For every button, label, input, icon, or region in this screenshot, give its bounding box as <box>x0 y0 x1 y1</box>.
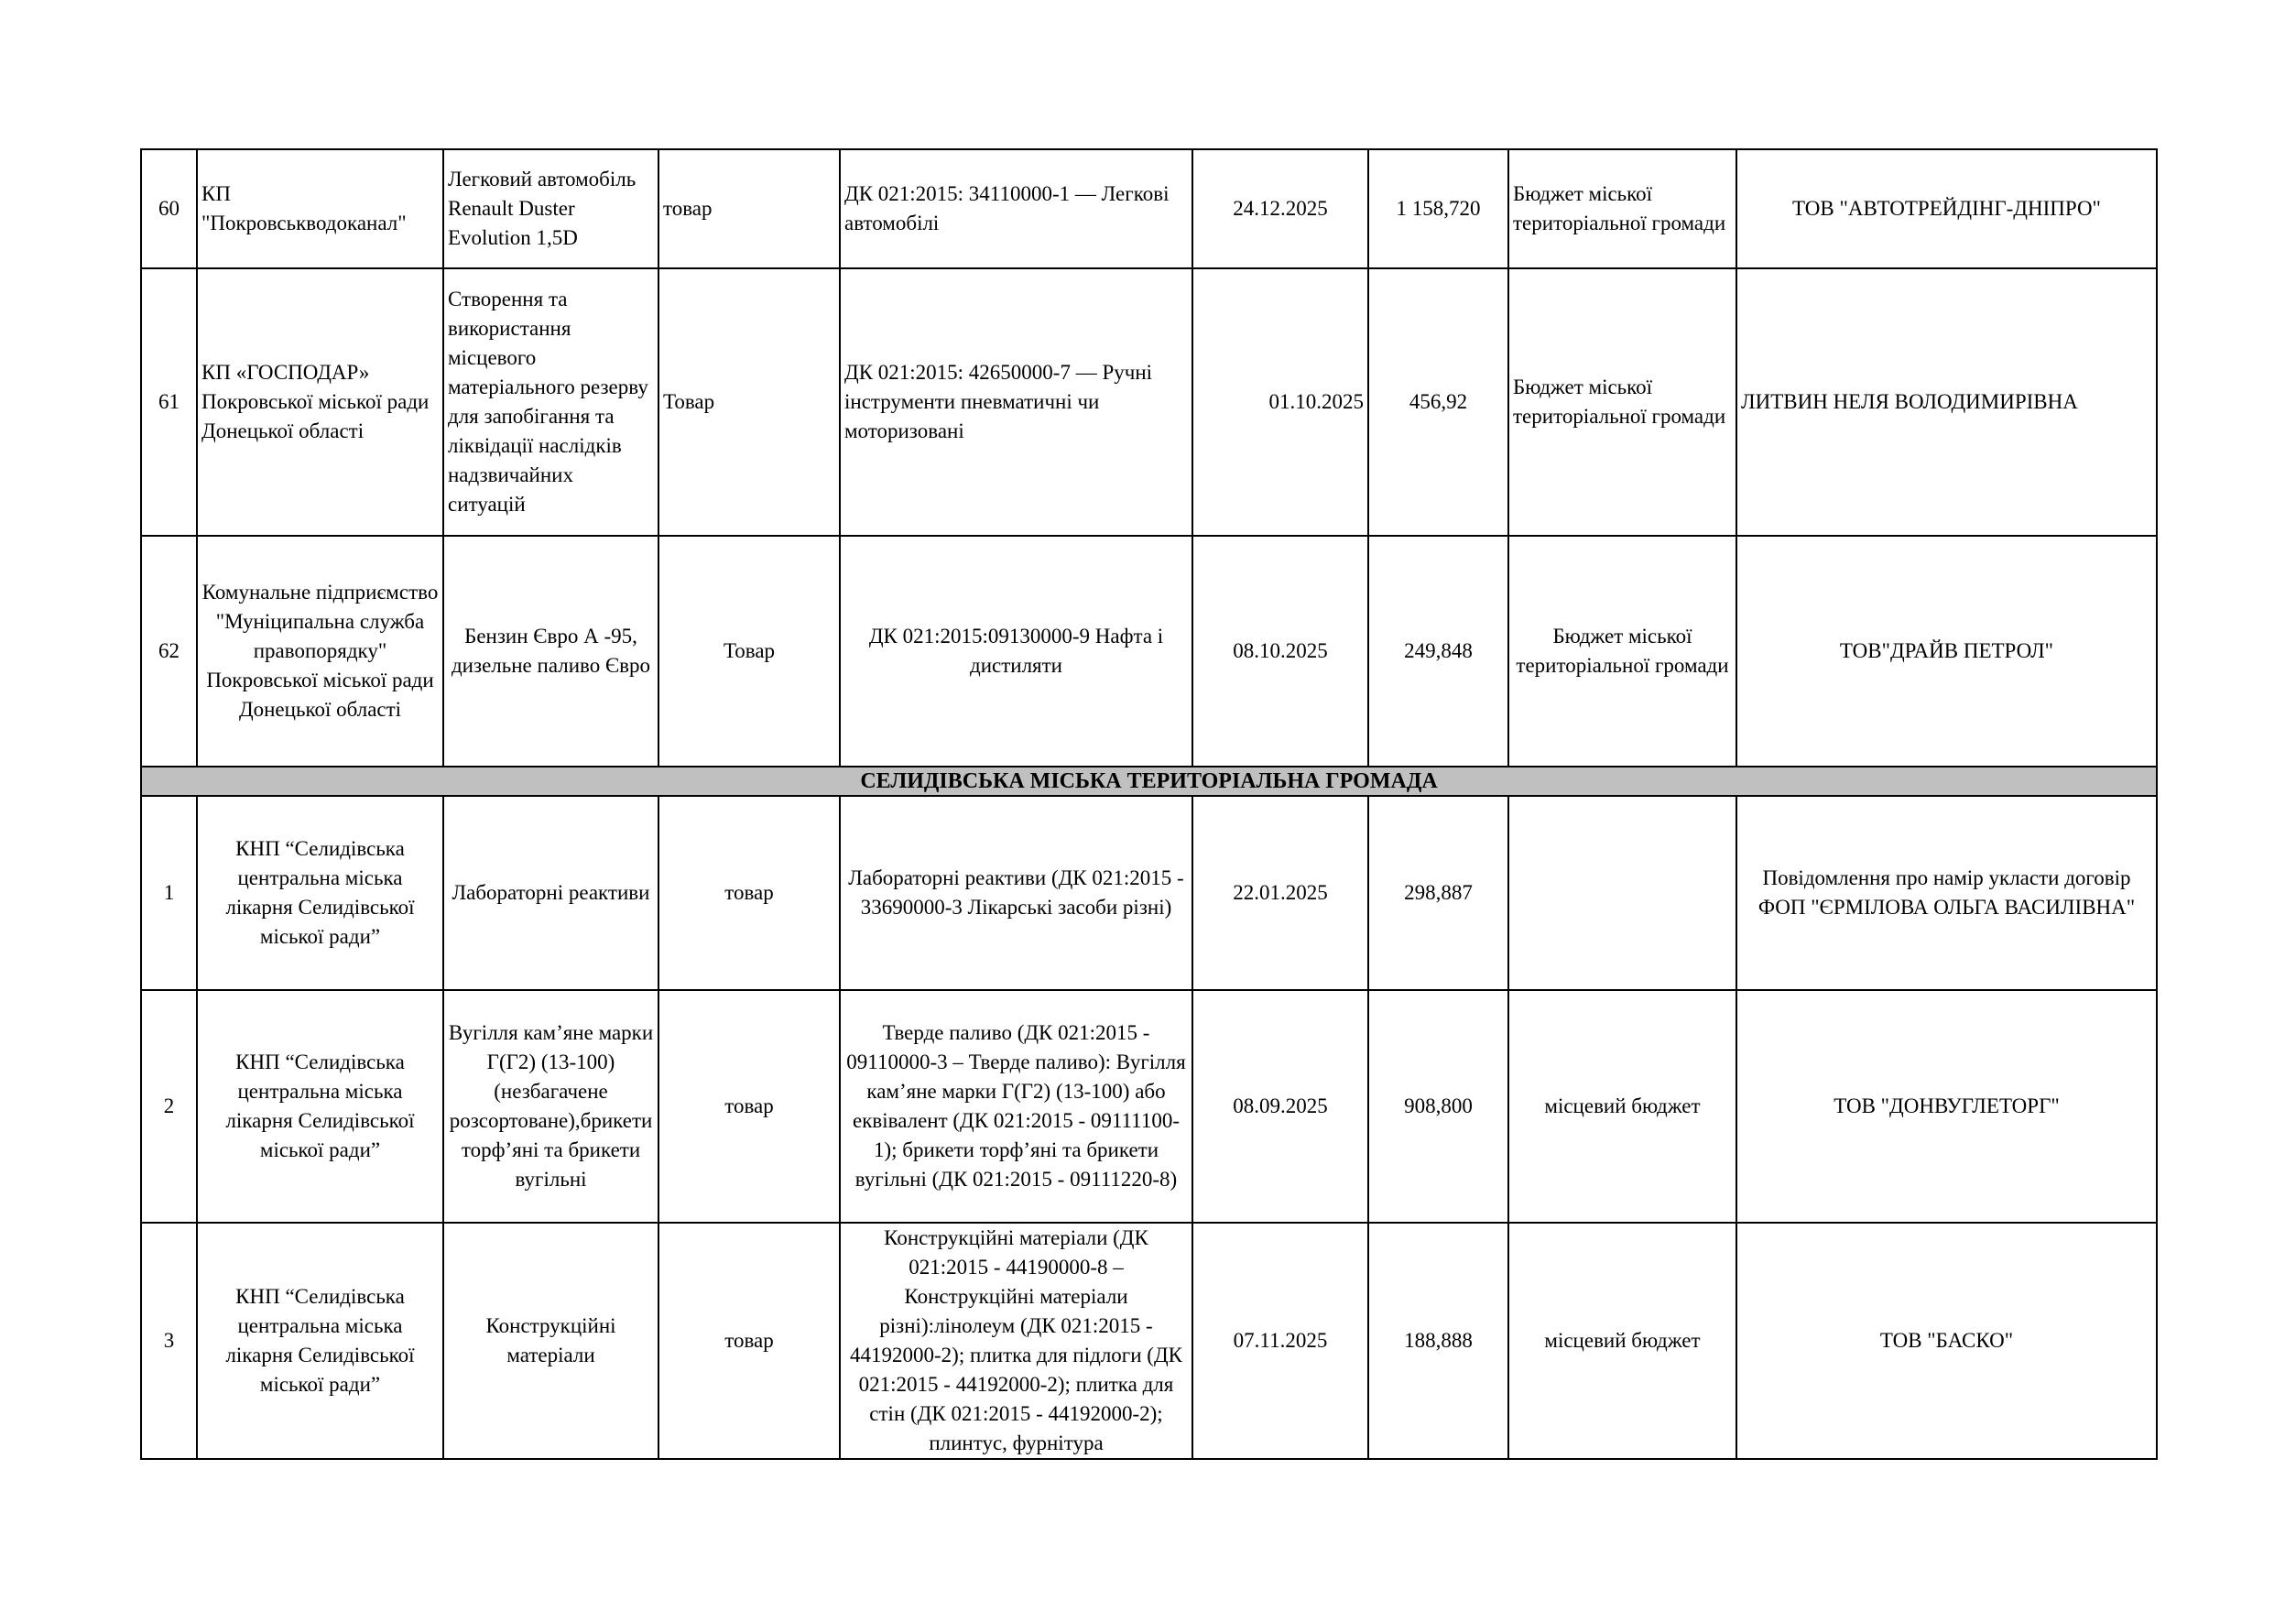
amount-cell: 908,800 <box>1368 990 1508 1223</box>
subject-cell: Конструкційні матеріали <box>443 1223 658 1459</box>
subject-cell: Лабораторні реактиви <box>443 796 658 990</box>
funding-source-cell: Бюджет міської територіальної громади <box>1508 536 1736 767</box>
section-header-row <box>141 767 2157 796</box>
row-number: 61 <box>141 268 197 536</box>
row-number: 3 <box>141 1223 197 1459</box>
table-row <box>141 1223 2157 1459</box>
subject-cell: Вугілля кам’яне марки Г(Г2) (13-100) (незбагачене розсортоване),брикети торф’яні та брикети вугільні <box>443 990 658 1223</box>
table-row <box>141 149 2157 268</box>
customer-cell: КНП “Селидівська центральна міська лікарня Селидівської міської ради” <box>197 796 443 990</box>
date-cell: 07.11.2025 <box>1192 1223 1368 1459</box>
cpv-cell: Тверде паливо (ДК 021:2015 - 09110000-3 – Тверде паливо): Вугілля кам’яне марки Г(Г2) (13-100) або еквівалент (ДК 021:2015 - 09111100-1); брикети торф’яні та брикети вугільні (ДК 021:2015 - 09111220-8) <box>840 990 1192 1223</box>
funding-source-cell: місцевий бюджет <box>1508 990 1736 1223</box>
supplier-cell: ТОВ "АВТОТРЕЙДІНГ-ДНІПРО" <box>1736 149 2157 268</box>
amount-cell: 249,848 <box>1368 536 1508 767</box>
type-cell: товар <box>658 796 840 990</box>
row-number: 2 <box>141 990 197 1223</box>
table-row <box>141 796 2157 990</box>
amount-cell: 188,888 <box>1368 1223 1508 1459</box>
procurement-table <box>140 148 2158 1460</box>
cpv-cell: ДК 021:2015: 34110000-1 — Легкові автомобілі <box>840 149 1192 268</box>
funding-source-cell: Бюджет міської територіальної громади <box>1508 268 1736 536</box>
cpv-cell: Лабораторні реактиви (ДК 021:2015 - 33690000-3 Лікарські засоби різні) <box>840 796 1192 990</box>
supplier-cell: Повідомлення про намір укласти договір ФОП "ЄРМІЛОВА ОЛЬГА ВАСИЛІВНА" <box>1736 796 2157 990</box>
date-cell: 22.01.2025 <box>1192 796 1368 990</box>
row-number: 62 <box>141 536 197 767</box>
supplier-cell: ТОВ"ДРАЙВ ПЕТРОЛ" <box>1736 536 2157 767</box>
type-cell: товар <box>658 990 840 1223</box>
date-cell: 08.09.2025 <box>1192 990 1368 1223</box>
date-cell: 08.10.2025 <box>1192 536 1368 767</box>
type-cell: Товар <box>658 536 840 767</box>
date-cell: 01.10.2025 <box>1192 268 1368 536</box>
supplier-cell: ТОВ "ДОНВУГЛЕТОРГ" <box>1736 990 2157 1223</box>
supplier-cell: ЛИТВИН НЕЛЯ ВОЛОДИМИРІВНА <box>1736 268 2157 536</box>
cpv-cell: Конструкційні матеріали (ДК 021:2015 - 44190000-8 –Конструкційні матеріали різні):лінолеум (ДК 021:2015 - 44192000-2); плитка для підлоги (ДК 021:2015 - 44192000-2); плитка для стін (ДК 021:2015 - 44192000-2); плинтус, фурнітура <box>840 1223 1192 1459</box>
subject-cell: Створення та використання місцевого матеріального резерву для запобігання та ліквідації наслідків надзвичайних ситуацій <box>443 268 658 536</box>
customer-cell: КНП “Селидівська центральна міська лікарня Селидівської міської ради” <box>197 1223 443 1459</box>
section-title: СЕЛИДІВСЬКА МІСЬКА ТЕРИТОРІАЛЬНА ГРОМАДА <box>141 767 2157 796</box>
table-row <box>141 536 2157 767</box>
supplier-cell: ТОВ "БАСКО" <box>1736 1223 2157 1459</box>
subject-cell: Бензин Євро А -95, дизельне паливо Євро <box>443 536 658 767</box>
row-number: 60 <box>141 149 197 268</box>
amount-cell: 298,887 <box>1368 796 1508 990</box>
customer-cell: КП "Покровськводоканал" <box>197 149 443 268</box>
customer-cell: Комунальне підприємство "Муніципальна служба правопорядку" Покровської міської ради Донецької області <box>197 536 443 767</box>
funding-source-cell: місцевий бюджет <box>1508 1223 1736 1459</box>
funding-source-cell: Бюджет міської територіальної громади <box>1508 149 1736 268</box>
funding-source-cell <box>1508 796 1736 990</box>
amount-cell: 456,92 <box>1368 268 1508 536</box>
type-cell: Товар <box>658 268 840 536</box>
cpv-cell: ДК 021:2015: 42650000-7 — Ручні інструменти пневматичні чи моторизовані <box>840 268 1192 536</box>
cpv-cell: ДК 021:2015:09130000-9 Нафта і дистиляти <box>840 536 1192 767</box>
type-cell: товар <box>658 149 840 268</box>
amount-cell: 1 158,720 <box>1368 149 1508 268</box>
row-number: 1 <box>141 796 197 990</box>
table-row <box>141 990 2157 1223</box>
customer-cell: КНП “Селидівська центральна міська лікарня Селидівської міської ради” <box>197 990 443 1223</box>
subject-cell: Легковий автомобіль Renault Duster Evolution 1,5D <box>443 149 658 268</box>
date-cell: 24.12.2025 <box>1192 149 1368 268</box>
table-row <box>141 268 2157 536</box>
type-cell: товар <box>658 1223 840 1459</box>
customer-cell: КП «ГОСПОДАР» Покровської міської ради Донецької області <box>197 268 443 536</box>
